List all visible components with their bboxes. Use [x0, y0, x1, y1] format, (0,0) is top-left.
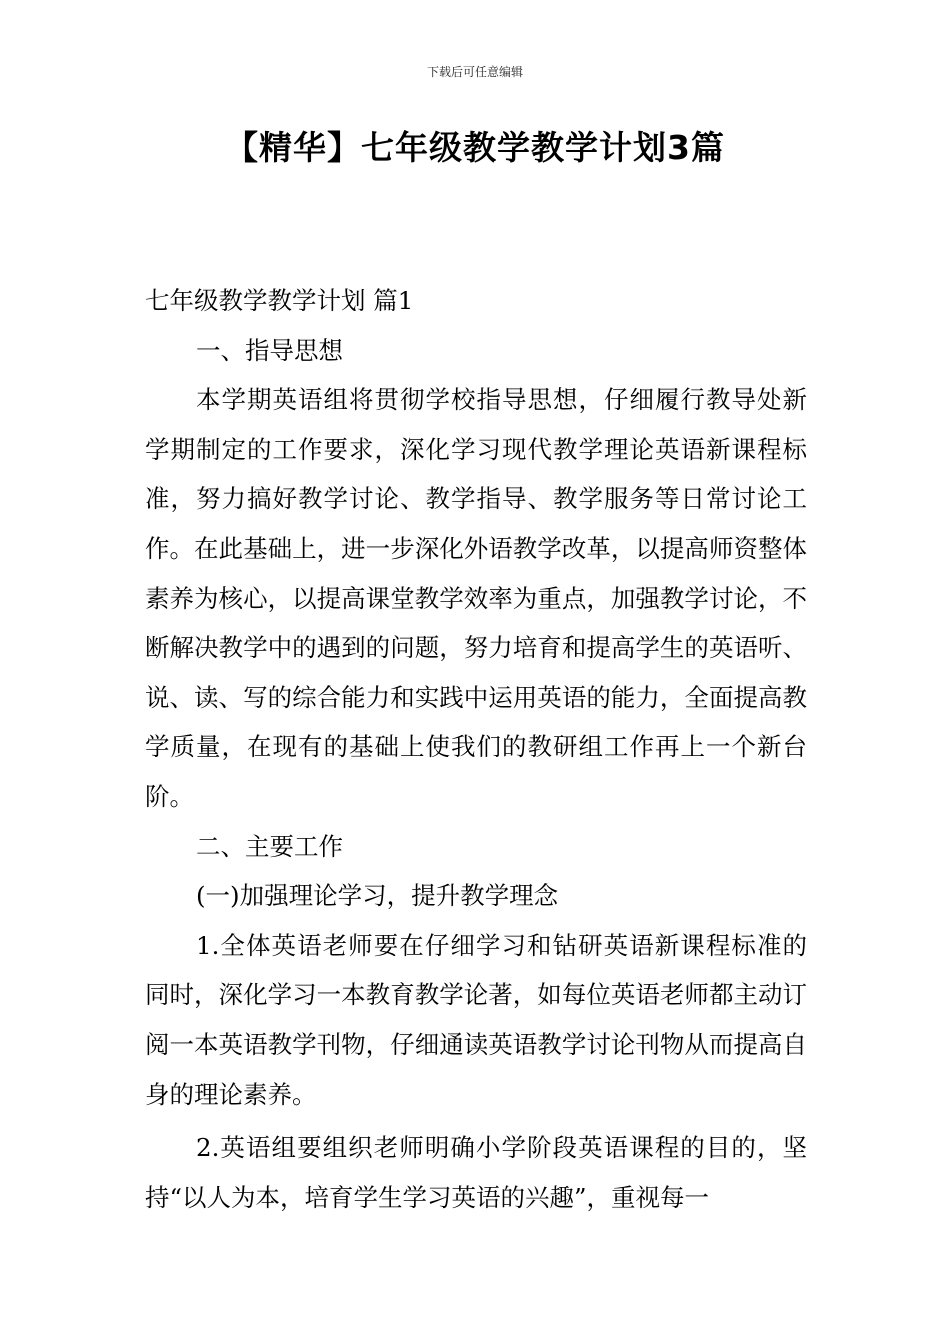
- header-note: 下载后可任意编辑: [426, 65, 523, 79]
- paragraph-guiding-thought: 本学期英语组将贯彻学校指导思想，仔细履行教导处新学期制定的工作要求，深化学习现代教学理论英语新课程标准，努力搞好教学讨论、教学指导、教学服务等日常讨论工作。在此基础上，进一步深化外语教学改革，以提高师资整体素养为核心，以提高课堂教学效率为重点，加强教学讨论，不断解决教学中的遇到的问题，努力培育和提高学生的英语听、说、读、写的综合能力和实践中运用英语的能力，全面提高教学质量，在现有的基础上使我们的教研组工作再上一个新台阶。: [145, 385, 807, 811]
- paragraph-subheading-theory-study: (一)加强理论学习，提升教学理念: [196, 881, 559, 911]
- section-heading: 七年级教学教学计划 篇1: [145, 286, 414, 315]
- paragraph-item-1: 1.全体英语老师要在仔细学习和钻研英语新课程标准的同时，深化学习一本教育教学论著，如每位英语老师都主动订阅一本英语教学刊物，仔细通读英语教学讨论刊物从而提高自身的理论素养。: [145, 930, 807, 1109]
- paragraph-heading-guiding-thought: 一、指导思想: [196, 335, 343, 365]
- document-body: [145, 276, 807, 1222]
- document-title: 【精华】七年级教学教学计划3篇: [225, 128, 725, 167]
- paragraph-heading-main-work: 二、主要工作: [196, 831, 343, 861]
- paragraph-item-2: 2.英语组要组织老师明确小学阶段英语课程的目的，坚持“以人为本，培育学生学习英语的兴趣”，重视每一: [145, 1133, 807, 1212]
